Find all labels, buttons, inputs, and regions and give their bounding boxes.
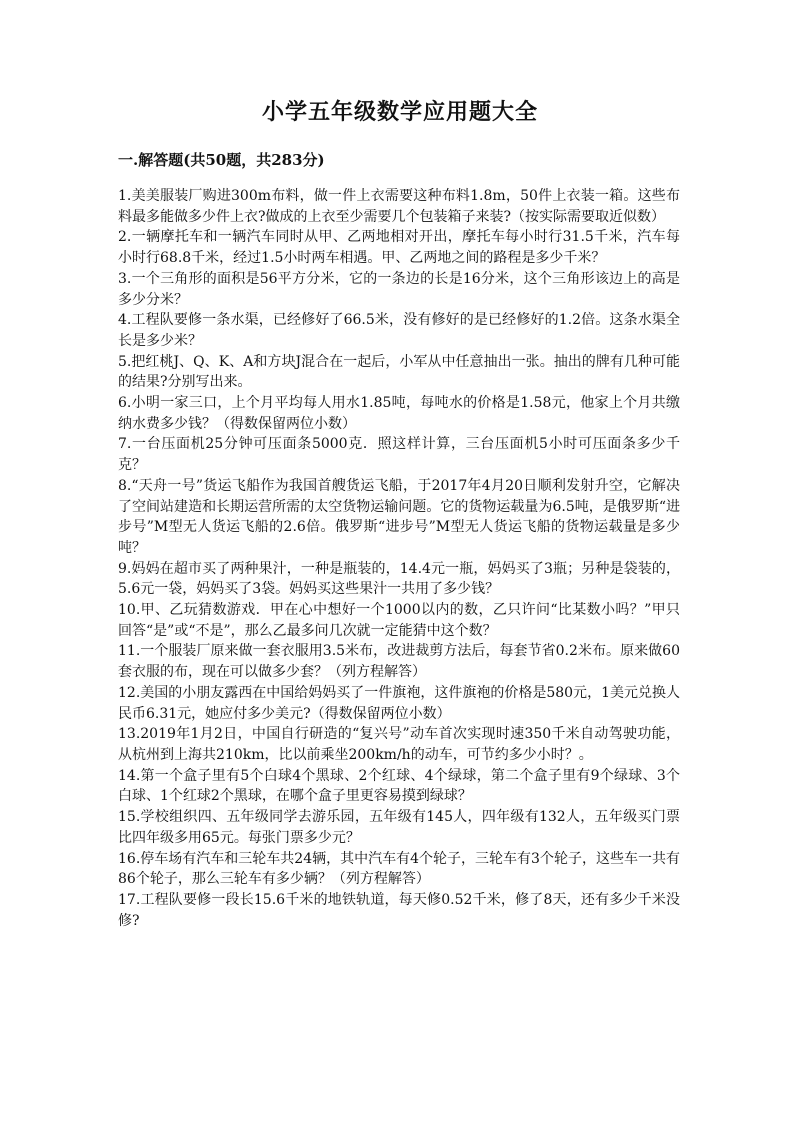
question-13: 13.2019年1月2日，中国自行研造的“复兴号”动车首次实现时速350千米自动驾驶功能，从杭州到上海共210km，比以前乘坐200km/h的动车，可节约多少小时？。: [118, 726, 680, 763]
question-3: 3.一个三角形的面积是56平方分米，它的一条边的长是16分米，这个三角形该边上的高是多少分米？: [118, 270, 680, 308]
question-5: 5.把红桃J、Q、K、A和方块J混合在一起后，小军从中任意抽出一张。抽出的牌有几种可能的结果?分别写出来。: [118, 353, 680, 391]
question-4: 4.工程队要修一条水渠，已经修好了66.5米，没有修好的是已经修好的1.2倍。这条水渠全长是多少米？: [118, 312, 680, 349]
question-15: 15.学校组织四、五年级同学去游乐园，五年级有145人，四年级有132人，五年级买门票比四年级多用65元。每张门票多少元？: [118, 809, 680, 846]
question-10: 10.甲、乙玩猜数游戏．甲在心中想好一个1000以内的数，乙只许问“比某数小吗？”甲只回答“是”或“不是”，那么乙最多问几次就一定能猜中这个数？: [118, 602, 680, 639]
question-12: 12.美国的小朋友露西在中国给妈妈买了一件旗袍，这件旗袍的价格是580元，1美元兑换人民币6.31元，她应付多少美元?（得数保留两位小数）: [118, 684, 680, 722]
question-list: [118, 186, 680, 931]
question-7: 7.一台压面机25分钟可压面条5000克．照这样计算，三台压面机5小时可压面条多少千克？: [118, 436, 680, 474]
question-8: 8.“天舟一号”货运飞船作为我国首艘货运飞船，于2017年4月20日顺利发射升空，它解决了空间站建造和长期运营所需的太空货物运输问题。它的货物运载量为6.5吨，是俄罗斯“进步号”M型无人货运飞船的2.6倍。俄罗斯“进步号”M型无人货运飞船的货物运载量是多少吨？: [118, 477, 680, 556]
question-11: 11.一个服装厂原来做一套衣服用3.5米布，改进裁剪方法后，每套节省0.2米布。原来做60套衣服的布，现在可以做多少套？（列方程解答）: [118, 643, 680, 681]
document-title: 小学五年级数学应用题大全: [261, 99, 538, 125]
question-17: 17.工程队要修一段长15.6千米的地铁轨道，每天修0.52千米，修了8天，还有多少千米没修?: [118, 891, 680, 929]
question-6: 6.小明一家三口，上个月平均每人用水1.85吨，每吨水的价格是1.58元，他家上个月共缴纳水费多少钱？（得数保留两位小数）: [118, 395, 680, 432]
question-2: 2.一辆摩托车和一辆汽车同时从甲、乙两地相对开出，摩托车每小时行31.5千米，汽车每小时行68.8千米，经过1.5小时两车相遇。甲、乙两地之间的路程是多少千米？: [118, 229, 680, 267]
question-1: 1.美美服装厂购进300m布料，做一件上衣需要这种布料1.8m，50件上衣装一箱。这些布料最多能做多少件上衣?做成的上衣至少需要几个包装箱子来装?（按实际需要取近似数）: [118, 188, 680, 225]
section-heading: 一.解答题(共50题，共283分): [118, 151, 325, 169]
question-14: 14.第一个盒子里有5个白球4个黑球、2个红球、4个绿球，第二个盒子里有9个绿球、3个白球、1个红球2个黑球，在哪个盒子里更容易摸到绿球？: [118, 767, 680, 805]
question-9: 9.妈妈在超市买了两种果汁，一种是瓶装的，14.4元一瓶，妈妈买了3瓶；另种是袋装的，5.6元一袋，妈妈买了3袋。妈妈买这些果汁一共用了多少钱？: [118, 560, 680, 598]
question-16: 16.停车场有汽车和三轮车共24辆，其中汽车有4个轮子，三轮车有3个轮子，这些车一共有86个轮子，那么三轮车有多少辆？（列方程解答）: [118, 850, 680, 888]
